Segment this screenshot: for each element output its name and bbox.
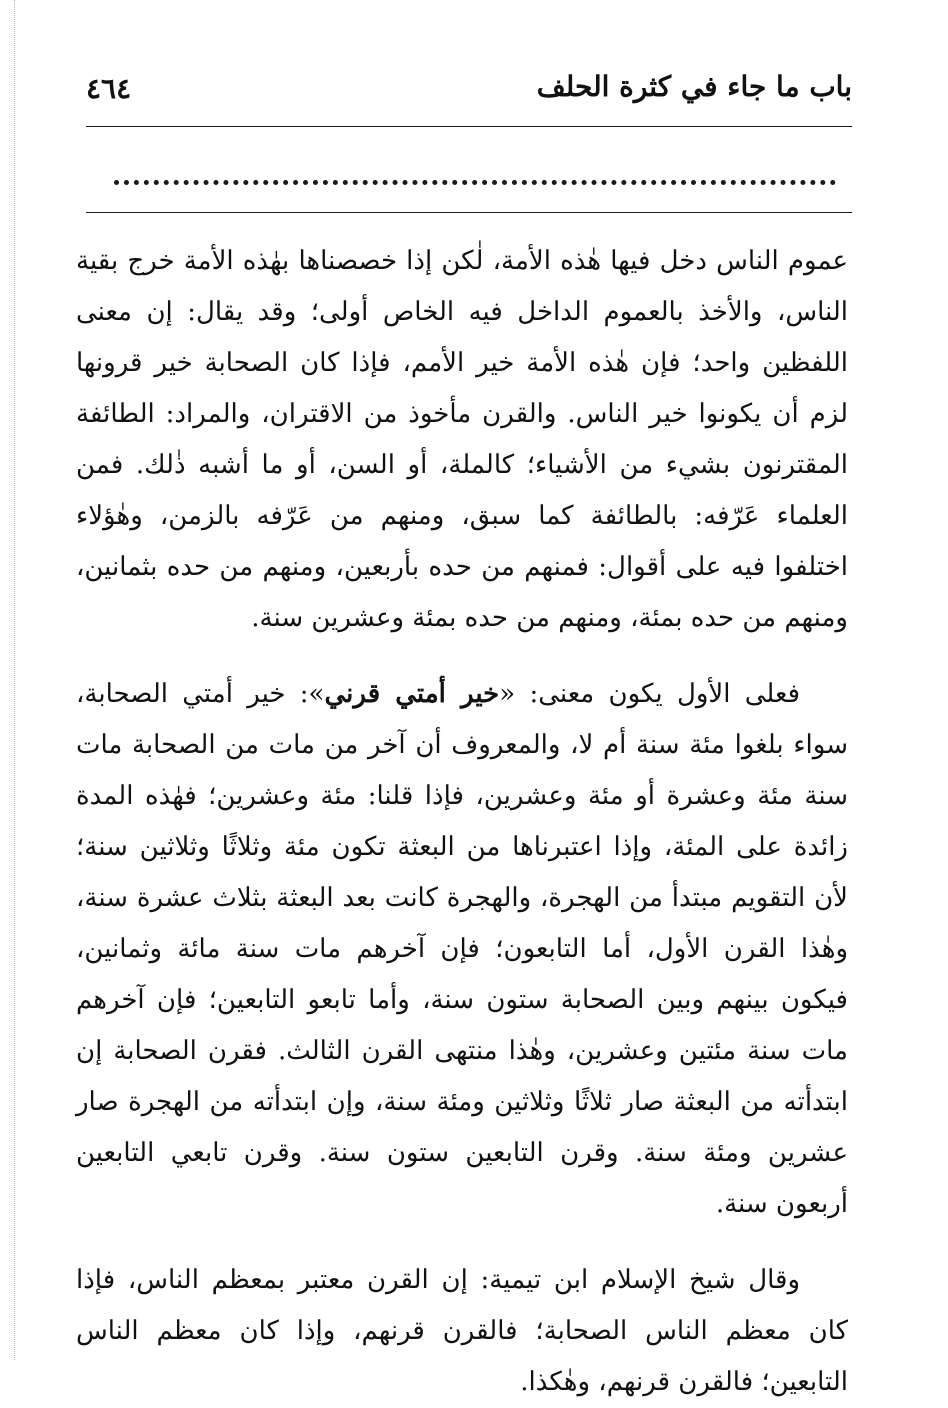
paragraph-tail: »: خير أمتي الصحابة، سواء بلغوا مئة سنة أم لا، والمعروف أن آخر من مات من الصحابة مات سنة مئة وعشرة أو مئة وعشرين، فإذا قلنا: مئة وعشرين؛ فهٰذه المدة زائدة على المئة، وإذا اعتبرناها من البعثة تكون مئة وثلاثًا وثلاثين سنة؛ لأن التقويم مبتدأ من الهجرة، والهجرة كانت بعد البعثة بثلاث عشرة سنة، وهٰذا القرن الأول، أما التابعون؛ فإن آخرهم مات سنة مائة وثمانين، فيكون بينهم وبين الصحابة ستون سنة، وأما تابعو التابعين؛ فإن آخرهم مات سنة مئتين وعشرين، وهٰذا منتهى القرن الثالث. فقرن الصحابة إن ابتدأته من البعثة صار ثلاثًا وثلاثين ومئة سنة، وإن ابتدأته من الهجرة صار عشرين ومئة سنة. وقرن التابعين ستون سنة. وقرن تابعي التابعين أربعون سنة. [76, 679, 848, 1219]
paragraph-continuation: عموم الناس دخل فيها هٰذه الأمة، لٰكن إذا خصصناها بهٰذه الأمة خرج بقية الناس، والأخذ بالعموم الداخل فيه الخاص أولى؛ وقد يقال: إن معنى اللفظين واحد؛ فإن هٰذه الأمة خير الأمم، فإذا كان الصحابة خير قرونها لزم أن يكونوا خير الناس. والقرن مأخوذ من الاقتران، والمراد: الطائفة المقترنون بشيء من الأشياء؛ كالملة، أو السن، أو ما أشبه ذٰلك. فمن العلماء عَرّفه: بالطائفة كما سبق، ومنهم من عَرّفه بالزمن، وهٰؤلاء اختلفوا فيه على أقوال: فمنهم من حده بأربعين، ومنهم من حده بثمانين، ومنهم من حده بمئة، ومنهم من حده بمئة وعشرين سنة. [76, 246, 848, 633]
scan-margin-line [14, 0, 15, 1360]
hadith-quote: خير أمتي قرني [324, 679, 500, 709]
paragraph-ibn-taymiyyah: وقال شيخ الإسلام ابن تيمية: إن القرن معتبر بمعظم الناس، فإذا كان معظم الناس الصحابة؛ فالقرن قرنهم، وإذا كان معظم الناس التابعين؛ فالقرن قرنهم، وهٰكذا. [76, 1265, 848, 1397]
dotted-separator [114, 180, 836, 185]
paragraph-lead: فعلى الأول يكون معنى: « [499, 679, 800, 709]
page-header [86, 62, 852, 118]
running-title: باب ما جاء في كثرة الحلف [536, 70, 852, 103]
page-number: ٤٦٤ [86, 72, 132, 105]
section-rule [86, 212, 852, 213]
body-text [76, 236, 848, 1408]
header-rule [86, 126, 852, 127]
paragraph-hadith-commentary [76, 669, 848, 1230]
